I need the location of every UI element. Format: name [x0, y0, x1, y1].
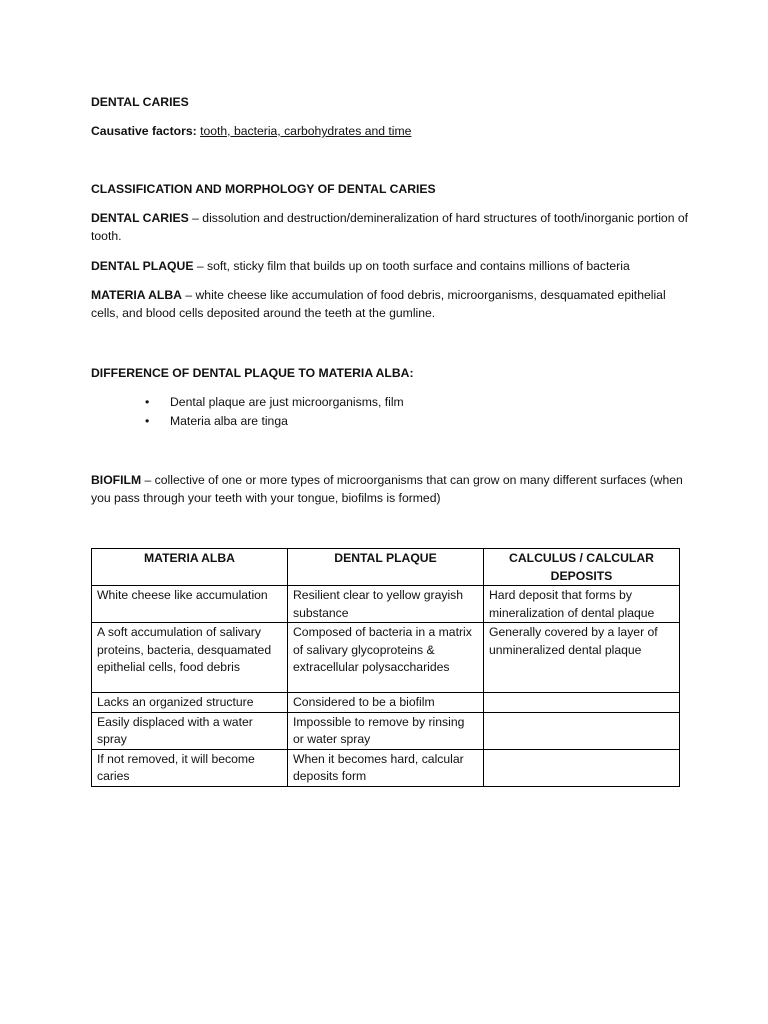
- table-cell: Impossible to remove by rinsing or water spray: [288, 712, 484, 749]
- definition-text: – dissolution and destruction/demineralization of hard structures of tooth/inorganic portion of tooth.: [91, 211, 689, 243]
- table-row: [92, 749, 680, 786]
- list-item: [91, 412, 691, 431]
- table-cell: A soft accumulation of salivary proteins, bacteria, desquamated epithelial cells, food debris: [92, 623, 288, 693]
- definition-text: – soft, sticky film that builds up on tooth surface and contains millions of bacteria: [193, 259, 630, 273]
- table-header-cell: DENTAL PLAQUE: [288, 549, 484, 586]
- list-item: [91, 393, 691, 412]
- difference-heading: DIFFERENCE OF DENTAL PLAQUE TO MATERIA ALBA:: [91, 366, 414, 380]
- table-cell: Hard deposit that forms by mineralization of dental plaque: [484, 586, 680, 623]
- definition-term: DENTAL PLAQUE: [91, 259, 194, 273]
- table-row: [92, 693, 680, 713]
- definition-text: – collective of one or more types of microorganisms that can grow on many different surfaces (when you pass through your teeth with your tongue, biofilms is formed): [91, 473, 683, 505]
- table-cell: Generally covered by a layer of unmineralized dental plaque: [484, 623, 680, 693]
- definition-term: BIOFILM: [91, 473, 142, 487]
- definition-term: DENTAL CARIES: [91, 211, 189, 225]
- list-item-text: Dental plaque are just microorganisms, film: [170, 395, 404, 409]
- definition-dental-plaque: [91, 257, 691, 275]
- table-cell: [484, 712, 680, 749]
- list-item-text: Materia alba are tinga: [170, 414, 288, 428]
- difference-list: [91, 393, 691, 431]
- causative-label: Causative factors:: [91, 124, 197, 138]
- table-cell: Lacks an organized structure: [92, 693, 288, 713]
- comparison-table: [91, 548, 680, 787]
- causative-factors-line: [91, 122, 691, 140]
- table-cell: Easily displaced with a water spray: [92, 712, 288, 749]
- classification-heading: CLASSIFICATION AND MORPHOLOGY OF DENTAL CARIES: [91, 182, 436, 196]
- table-cell: [484, 693, 680, 713]
- table-row: [92, 712, 680, 749]
- table-header-cell: MATERIA ALBA: [92, 549, 288, 586]
- definition-dental-caries: [91, 209, 691, 245]
- table-cell: If not removed, it will become caries: [92, 749, 288, 786]
- table-header-row: [92, 549, 680, 586]
- table-cell: Composed of bacteria in a matrix of salivary glycoproteins & extracellular polysaccharides: [288, 623, 484, 693]
- table-header-cell: CALCULUS / CALCULAR DEPOSITS: [484, 549, 680, 586]
- doc-title: DENTAL CARIES: [91, 95, 189, 109]
- table-row: [92, 623, 680, 693]
- table-cell: White cheese like accumulation: [92, 586, 288, 623]
- table-cell: [484, 749, 680, 786]
- definition-term: MATERIA ALBA: [91, 288, 182, 302]
- bullet-icon: •: [145, 414, 150, 428]
- bullet-icon: •: [145, 395, 150, 409]
- definition-text: – white cheese like accumulation of food debris, microorganisms, desquamated epithelial cells, and blood cells deposited around the teeth at the gumline.: [91, 288, 666, 320]
- table-row: [92, 586, 680, 623]
- table-cell: When it becomes hard, calcular deposits form: [288, 749, 484, 786]
- table-cell: Considered to be a biofilm: [288, 693, 484, 713]
- definition-biofilm: [91, 471, 691, 507]
- definition-materia-alba: [91, 286, 691, 322]
- table-cell: Resilient clear to yellow grayish substance: [288, 586, 484, 623]
- causative-value: tooth, bacteria, carbohydrates and time: [200, 124, 412, 138]
